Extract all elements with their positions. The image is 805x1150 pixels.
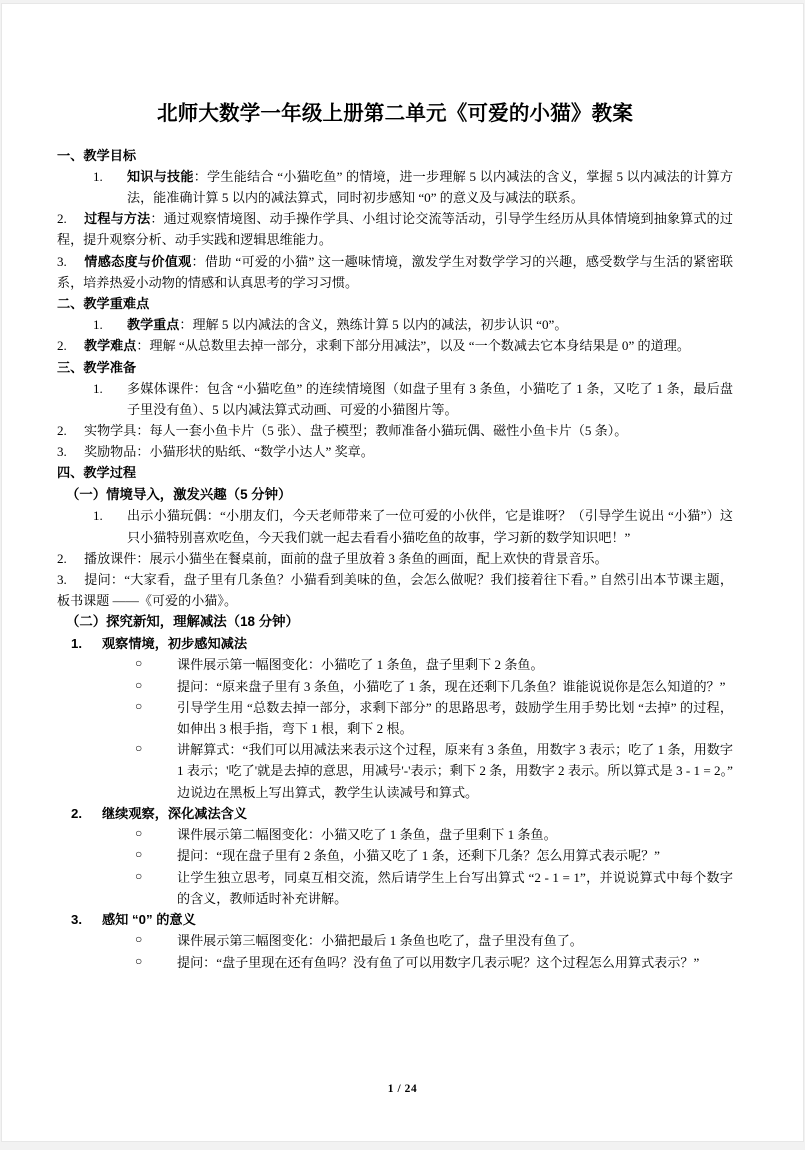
bullet-item bbox=[57, 824, 733, 845]
list-item-label: 知识与技能 bbox=[127, 168, 194, 184]
bullet-item bbox=[57, 952, 733, 973]
circle-bullet-icon: ○ bbox=[135, 656, 143, 671]
bullet-text: 提问：“盘子里现在还有鱼吗？没有鱼了可以用数字几表示呢？这个过程怎么用算式表示？” bbox=[177, 954, 700, 970]
list-item-text: 播放课件：展示小猫坐在餐桌前，面前的盘子里放着 3 条鱼的画面，配上欢快的背景音乐。 bbox=[84, 550, 608, 566]
group-number: 2. bbox=[71, 805, 82, 821]
list-item-text: ：学生能结合 “小猫吃鱼” 的情境，进一步理解 5 以内减法的含义，掌握 5 以内减法的计算方法，能准确计算 5 以内的减法算式，同时初步感知 “0” 的意义及与减法的联系。 bbox=[127, 168, 734, 205]
list-item-text: ：通过观察情境图、动手操作学具、小组讨论交流等活动，引导学生经历从具体情境到抽象算式的过程，提升观察分析、动手实践和逻辑思维能力。 bbox=[57, 211, 734, 248]
bullet-text: 提问：“原来盘子里有 3 条鱼，小猫吃了 1 条，现在还剩下几条鱼？谁能说说你是怎么知道的？” bbox=[177, 678, 726, 694]
bullet-text: 提问：“现在盘子里有 2 条鱼，小猫又吃了 1 条，还剩下几条？怎么用算式表示呢？” bbox=[177, 848, 660, 864]
document-page bbox=[1, 3, 804, 1142]
list-item-number: 2. bbox=[57, 338, 67, 354]
subsection-heading-introduction: （一）情境导入，激发兴趣（5 分钟） bbox=[66, 486, 292, 502]
list-item-number: 3. bbox=[57, 444, 67, 460]
list-item-text: 多媒体课件：包含 “小猫吃鱼” 的连续情境图（如盘子里有 3 条鱼，小猫吃了 1 条，又吃了 1 条，最后盘子里没有鱼）、5 以内减法算式动画、可爱的小猫图片等。 bbox=[127, 380, 733, 417]
list-item-number: 2. bbox=[57, 423, 67, 439]
bullet-text: 讲解算式：“我们可以用减法来表示这个过程，原来有 3 条鱼，用数字 3 表示；吃了 1 条，用数字 1 表示；'吃了'就是去掉的意思，用减号'-'表示；剩下 2 条，用数字 2 表示。所以算式是 3 - 1 = 2。” 边说边在黑板上写出算式，教学生认读减号和算式。 bbox=[177, 742, 733, 800]
list-item-number: 1. bbox=[93, 168, 103, 184]
list-item-number: 1. bbox=[93, 317, 103, 333]
list-item bbox=[57, 441, 733, 462]
circle-bullet-icon: ○ bbox=[135, 953, 143, 968]
list-item-text: 奖励物品：小猫形状的贴纸、“数学小达人” 奖章。 bbox=[84, 444, 374, 460]
group-heading bbox=[57, 909, 733, 930]
list-item-number: 2. bbox=[57, 211, 67, 227]
bullet-item bbox=[57, 845, 733, 866]
bullet-text: 让学生独立思考，同桌互相交流，然后请学生上台写出算式 “2 - 1 = 1”，并说说算式中每个数字的含义，教师适时补充讲解。 bbox=[177, 869, 733, 906]
bullet-item bbox=[57, 867, 733, 909]
list-item bbox=[57, 548, 733, 569]
circle-bullet-icon: ○ bbox=[135, 932, 143, 947]
group-title: 观察情境，初步感知减法 bbox=[102, 636, 248, 652]
bullet-item bbox=[57, 654, 733, 675]
list-item bbox=[57, 314, 733, 335]
list-item bbox=[57, 251, 733, 293]
section-heading-preparation: 三、教学准备 bbox=[57, 359, 137, 375]
bullet-text: 课件展示第一幅图变化：小猫吃了 1 条鱼，盘子里剩下 2 条鱼。 bbox=[177, 657, 544, 673]
list-item bbox=[57, 335, 733, 356]
group-number: 3. bbox=[71, 912, 82, 928]
subsection-heading-explore: （二）探究新知，理解减法（18 分钟） bbox=[66, 614, 299, 630]
list-item bbox=[57, 505, 733, 547]
list-item-label: 教学重点 bbox=[127, 317, 180, 333]
list-item bbox=[57, 569, 733, 611]
group-title: 继续观察，深化减法含义 bbox=[102, 805, 248, 821]
page-title: 北师大数学一年级上册第二单元《可爱的小猫》教案 bbox=[156, 102, 634, 125]
list-item bbox=[57, 420, 733, 441]
circle-bullet-icon: ○ bbox=[135, 847, 143, 862]
list-item-text: 提问：“大家看，盘子里有几条鱼？小猫看到美味的鱼，会怎么做呢？我们接着往下看。” 自然引出本节课主题，板书课题 ——《可爱的小猫》。 bbox=[57, 571, 733, 609]
group-heading bbox=[57, 803, 733, 824]
page-body bbox=[2, 4, 803, 973]
bullet-item bbox=[57, 697, 733, 739]
section-heading-objectives: 一、教学目标 bbox=[57, 147, 137, 163]
section-heading-process: 四、教学过程 bbox=[57, 465, 137, 481]
group-heading bbox=[57, 633, 733, 654]
list-item-label: 情感态度与价值观 bbox=[84, 253, 192, 269]
list-item-text: ：理解 “从总数里去掉一部分，求剩下部分用减法”，以及 “一个数减去它本身结果是 0” 的道理。 bbox=[136, 338, 690, 354]
bullet-text: 课件展示第三幅图变化：小猫把最后 1 条鱼也吃了，盘子里没有鱼了。 bbox=[177, 933, 583, 949]
list-item-number: 3. bbox=[57, 253, 67, 269]
list-item bbox=[57, 208, 733, 250]
group-number: 1. bbox=[71, 636, 82, 652]
list-item-number: 2. bbox=[57, 550, 67, 566]
bullet-item bbox=[57, 676, 733, 697]
group-title: 感知 “0” 的意义 bbox=[102, 912, 196, 928]
page-number-footer: 1 / 24 bbox=[387, 1083, 418, 1095]
bullet-item bbox=[57, 930, 733, 951]
circle-bullet-icon: ○ bbox=[135, 826, 143, 841]
list-item-text: 出示小猫玩偶：“小朋友们，今天老师带来了一位可爱的小伙伴，它是谁呀？（引导学生说出 “小猫”）这只小猫特别喜欢吃鱼，今天我们就一起去看看小猫吃鱼的故事，学习新的数学知识吧！” bbox=[127, 508, 733, 545]
list-item-label: 教学难点 bbox=[84, 338, 137, 354]
circle-bullet-icon: ○ bbox=[135, 868, 143, 883]
circle-bullet-icon: ○ bbox=[135, 677, 143, 692]
list-item bbox=[57, 378, 733, 420]
list-item-number: 1. bbox=[93, 380, 103, 396]
list-item-label: 过程与方法 bbox=[84, 211, 151, 227]
list-item-number: 1. bbox=[93, 508, 103, 524]
list-item bbox=[57, 166, 733, 208]
section-heading-key-points: 二、教学重难点 bbox=[57, 296, 150, 312]
list-item-text: 实物学具：每人一套小鱼卡片（5 张）、盘子模型；教师准备小猫玩偶、磁性小鱼卡片（5 条）。 bbox=[84, 423, 628, 439]
list-item-text: ：借助 “可爱的小猫” 这一趣味情境，激发学生对数学学习的兴趣，感受数学与生活的紧密联系，培养热爱小动物的情感和认真思考的学习习惯。 bbox=[57, 253, 734, 290]
bullet-text: 课件展示第二幅图变化：小猫又吃了 1 条鱼，盘子里剩下 1 条鱼。 bbox=[177, 827, 557, 843]
bullet-item bbox=[57, 739, 733, 803]
list-item-number: 3. bbox=[57, 571, 67, 587]
circle-bullet-icon: ○ bbox=[135, 698, 143, 713]
bullet-text: 引导学生用 “总数去掉一部分，求剩下部分” 的思路思考，鼓励学生用手势比划 “去掉” 的过程，如伸出 3 根手指，弯下 1 根，剩下 2 根。 bbox=[177, 699, 733, 737]
list-item-text: ：理解 5 以内减法的含义，熟练计算 5 以内的减法，初步认识 “0”。 bbox=[179, 317, 568, 333]
circle-bullet-icon: ○ bbox=[135, 741, 143, 756]
